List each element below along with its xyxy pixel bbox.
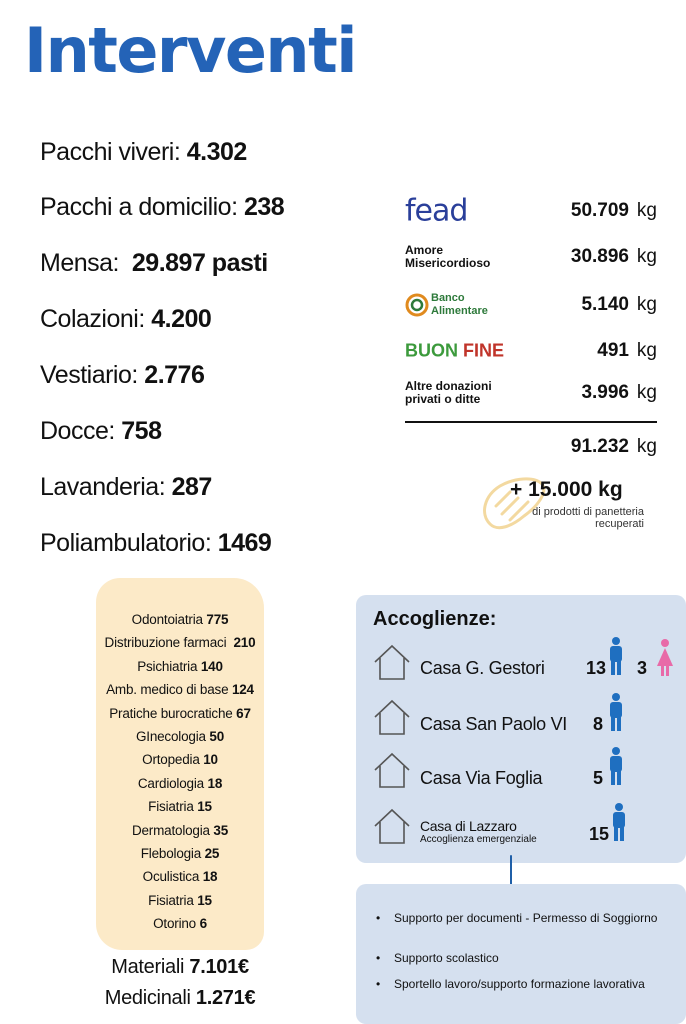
house-icon xyxy=(372,697,412,737)
bread-total: + 15.000 kg xyxy=(510,478,623,501)
stat-mensa: Mensa: 29.897 pasti xyxy=(40,249,268,278)
list-item: Dermatologia 35 xyxy=(131,822,229,838)
list-item: Flebologia 25 xyxy=(140,845,220,861)
bread-note: di prodotti di panetteria recuperati xyxy=(532,506,644,530)
list-item: Amb. medico di base 124 xyxy=(106,682,254,698)
female-icon xyxy=(655,638,675,678)
stat-pacchi-viveri: Pacchi viveri: 4.302 xyxy=(40,138,247,167)
house-icon xyxy=(372,806,412,846)
support-item: • Sportello lavoro/supporto formazione lavorativa xyxy=(376,977,645,991)
list-item: Distribuzione farmaci 210 xyxy=(104,635,256,651)
house-label: Casa Via Foglia xyxy=(420,768,543,788)
donation-row-banco: Banco Alimentare 5.140 kg xyxy=(405,290,657,320)
list-item: Cardiologia 18 xyxy=(137,775,223,791)
men-count: 5 xyxy=(593,768,604,788)
women-count: 3 xyxy=(637,658,648,678)
men-count: 8 xyxy=(593,714,604,734)
house-label: Casa G. Gestori xyxy=(420,658,545,678)
stat-docce: Docce: 758 xyxy=(40,417,161,446)
list-item: Pratiche burocratiche 67 xyxy=(109,705,251,721)
amore-misericordioso-label: Amore Misericordioso xyxy=(405,243,491,270)
materiali-total: Materiali 7.101€ xyxy=(111,956,249,978)
donation-row-amore: Amore Misericordioso 30.896 kg xyxy=(405,243,657,270)
house-label: Casa di Lazzaro xyxy=(420,818,517,834)
male-icon xyxy=(606,746,626,786)
list-item: Odontoiatria 775 xyxy=(131,612,229,627)
house-label: Casa San Paolo VI xyxy=(420,714,567,734)
donation-total: 91.232 kg xyxy=(570,436,657,457)
donation-row-buon-fine: BUON FINE 491 kg xyxy=(405,340,657,361)
poli-list xyxy=(60,612,300,939)
donation-row-altre: Altre donazioni privati o ditte 3.996 kg xyxy=(405,379,657,406)
support-item: • Supporto scolastico xyxy=(376,951,499,965)
list-item: Otorino 6 xyxy=(153,916,207,932)
house-icon xyxy=(372,642,412,682)
donation-row-fead: fead 50.709 kg xyxy=(405,193,657,229)
list-item: Ortopedia 10 xyxy=(142,752,218,768)
house-icon xyxy=(372,750,412,790)
fead-logo: fead xyxy=(405,193,468,229)
list-item: Fisiatria 15 xyxy=(148,799,212,815)
banco-alimentare-logo: Banco Alimentare xyxy=(431,292,488,317)
medicinali-total: Medicinali 1.271€ xyxy=(104,987,256,1009)
male-icon xyxy=(606,636,626,676)
stat-poliambulatorio: Poliambulatorio: 1469 xyxy=(40,529,271,558)
stat-pacchi-domicilio: Pacchi a domicilio: 238 xyxy=(40,193,284,222)
buon-fine-logo: BUON FINE xyxy=(405,340,505,361)
house-sublabel: Accoglienza emergenziale xyxy=(420,834,537,845)
accoglienze-title: Accoglienze: xyxy=(373,608,497,630)
altre-donazioni-label: Altre donazioni privati o ditte xyxy=(405,379,492,406)
list-item: Oculistica 18 xyxy=(142,869,218,885)
male-icon xyxy=(606,692,626,732)
stat-lavanderia: Lavanderia: 287 xyxy=(40,473,212,502)
male-icon xyxy=(609,802,629,842)
total-divider xyxy=(405,421,657,423)
page-title: Interventi xyxy=(24,14,356,87)
men-count: 15 xyxy=(589,824,610,844)
men-count: 13 xyxy=(586,658,607,678)
stat-vestiario: Vestiario: 2.776 xyxy=(40,361,204,390)
stat-colazioni: Colazioni: 4.200 xyxy=(40,305,211,334)
support-item: • Supporto per documenti - Permesso di Soggiorno xyxy=(376,911,658,925)
list-item: GInecologia 50 xyxy=(135,728,225,744)
list-item: Psichiatria 140 xyxy=(137,658,223,674)
banco-alimentare-icon xyxy=(405,293,429,317)
list-item: Fisiatria 15 xyxy=(148,892,212,908)
